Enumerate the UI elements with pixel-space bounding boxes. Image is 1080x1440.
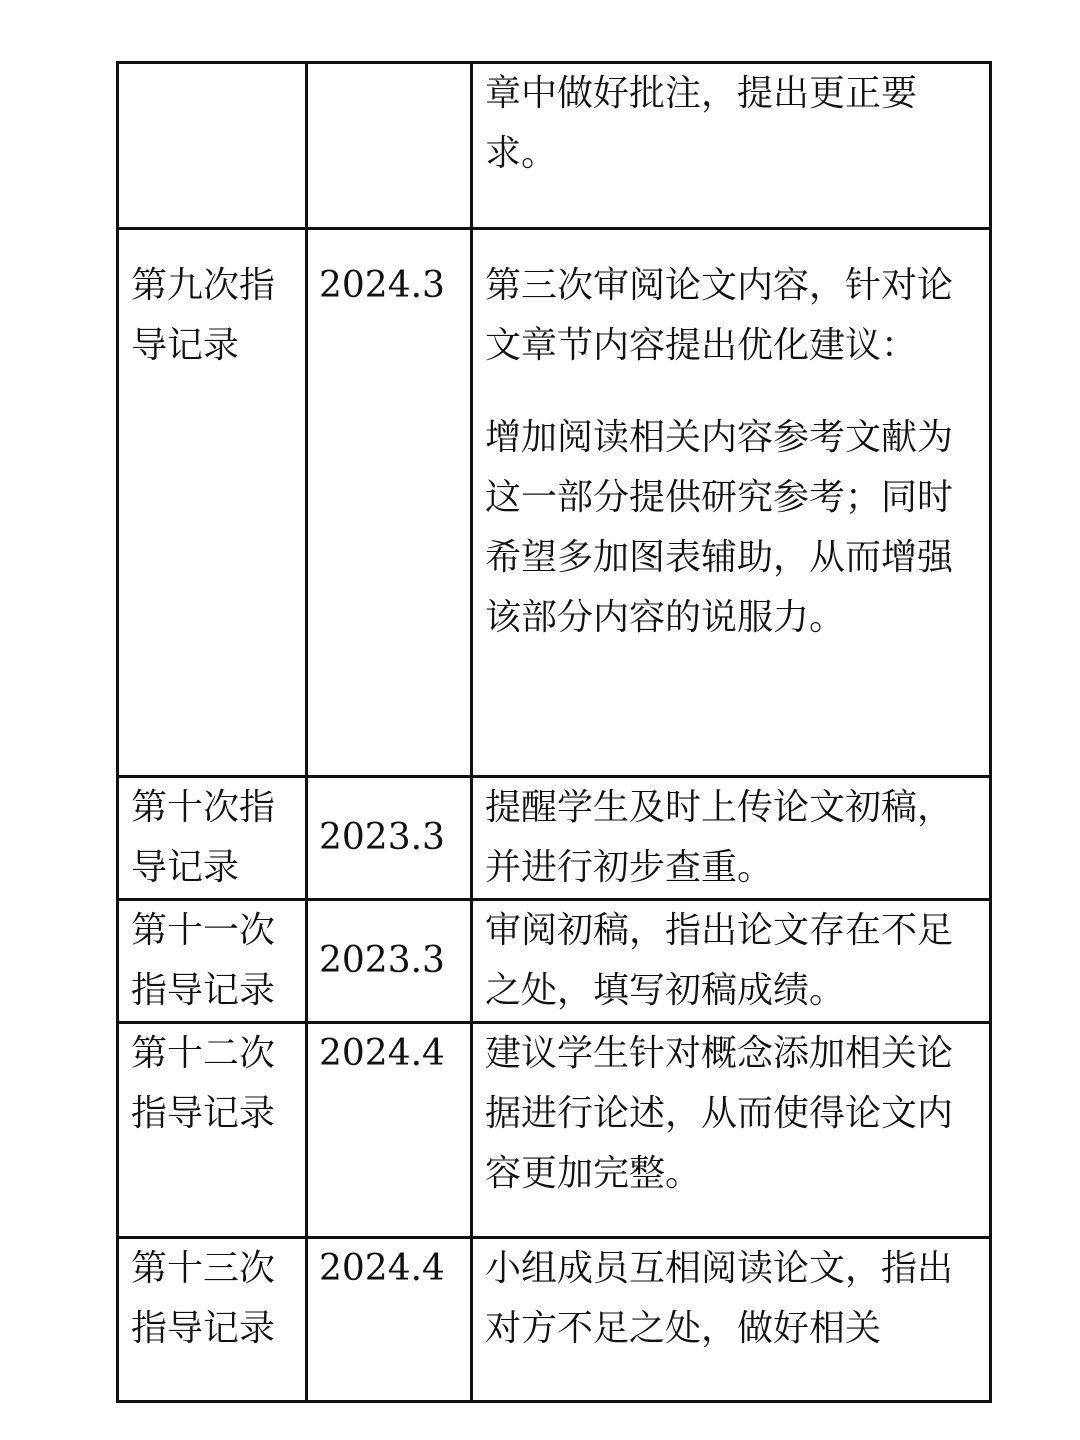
record-date-cell bbox=[307, 229, 472, 777]
record-label-text: 第十次指导记录 bbox=[131, 787, 276, 888]
record-label-cell bbox=[118, 229, 307, 777]
record-label-text: 第十二次指导记录 bbox=[131, 1033, 276, 1134]
record-label-cell bbox=[118, 1238, 307, 1402]
record-content-text: 提醒学生及时上传论文初稿，并进行初步查重。 bbox=[485, 787, 954, 888]
table-row bbox=[118, 777, 991, 900]
record-content-text: 小组成员互相阅读论文，指出对方不足之处，做好相关 bbox=[485, 1248, 954, 1349]
table-row bbox=[118, 1023, 991, 1238]
record-date-text: 2024.3 bbox=[319, 265, 445, 306]
table-row bbox=[118, 1238, 991, 1402]
record-label-cell bbox=[118, 777, 307, 900]
record-content-text: 章中做好批注，提出更正要求。 bbox=[485, 73, 918, 174]
record-content-text: 增加阅读相关内容参考文献为这一部分提供研究参考；同时希望多加图表辅助，从而增强该部分内容的说服力。 bbox=[485, 417, 954, 638]
record-date-cell bbox=[307, 777, 472, 900]
record-date-cell bbox=[307, 63, 472, 229]
record-content-cell bbox=[472, 63, 991, 229]
record-date-cell bbox=[307, 900, 472, 1023]
record-content-cell bbox=[472, 777, 991, 900]
record-date-text: 2024.4 bbox=[319, 1033, 445, 1074]
record-content-cell bbox=[472, 900, 991, 1023]
record-label-text: 第十三次指导记录 bbox=[131, 1248, 276, 1349]
table-row bbox=[118, 63, 991, 229]
record-content-text: 第三次审阅论文内容，针对论文章节内容提出优化建议： bbox=[485, 265, 954, 366]
record-content-text: 建议学生针对概念添加相关论据进行论述，从而使得论文内容更加完整。 bbox=[485, 1033, 954, 1194]
record-content-cell bbox=[472, 1238, 991, 1402]
record-label-cell bbox=[118, 1023, 307, 1238]
record-date-cell bbox=[307, 1238, 472, 1402]
record-date-cell bbox=[307, 1023, 472, 1238]
record-date-text: 2023.3 bbox=[319, 940, 445, 981]
guidance-record-table bbox=[116, 61, 992, 1403]
record-label-text: 第十一次指导记录 bbox=[131, 910, 276, 1011]
record-label-text: 第九次指导记录 bbox=[131, 265, 276, 366]
record-content-cell bbox=[472, 1023, 991, 1238]
table-row bbox=[118, 229, 991, 777]
record-content-text: 审阅初稿，指出论文存在不足之处，填写初稿成绩。 bbox=[485, 910, 954, 1011]
record-label-cell bbox=[118, 900, 307, 1023]
record-content-cell bbox=[472, 229, 991, 777]
record-date-text: 2023.3 bbox=[319, 817, 445, 858]
record-date-text: 2024.4 bbox=[319, 1248, 445, 1289]
record-label-cell bbox=[118, 63, 307, 229]
table-row bbox=[118, 900, 991, 1023]
